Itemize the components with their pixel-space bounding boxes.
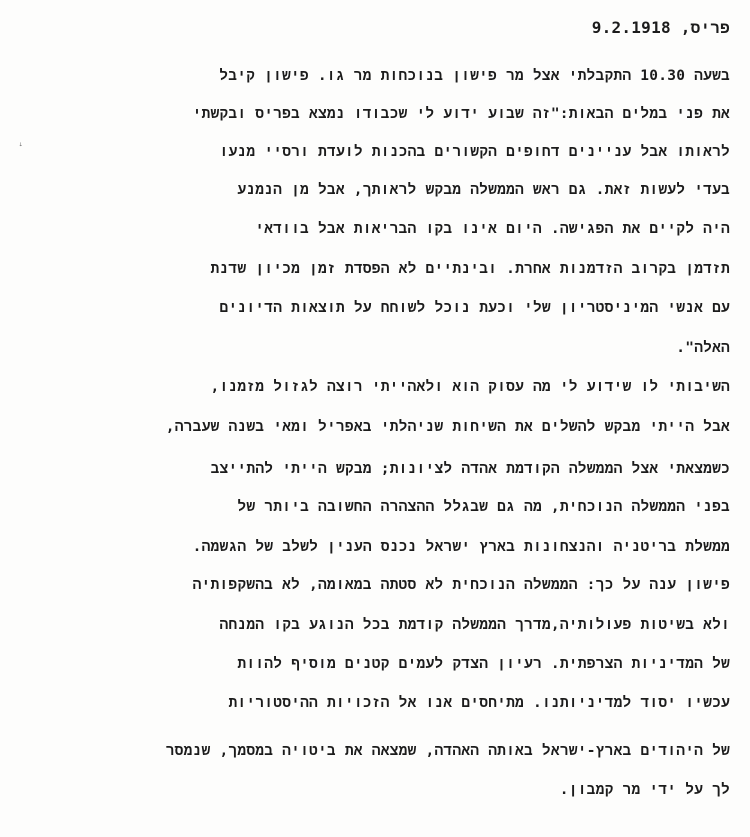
body-line-16: של המדיניות הצרפתית. רעיון הצדק לעמים קטנים מוסיף להוות xyxy=(237,656,730,672)
body-line-9: השיבותי לו שידוע לי מה עסוק הוא ולאהייתי רוצה לגזול מזמנו, xyxy=(210,379,730,395)
body-line-6: תזדמן בקרוב הזדמנות אחרת. ובינתיים לא הפסדת זמן מכיון שדנת xyxy=(210,261,730,277)
body-line-4: בעדי לעשות זאת. גם ראש הממשלה מבקש לראותך, אבל מן הנמנע xyxy=(237,182,730,198)
body-line-7: עם אנשי המיניסטריון שלי וכעת נוכל לשוחח על תוצאות הדיונים xyxy=(219,300,730,316)
body-line-19: לך על ידי מר קמבון. xyxy=(559,782,730,798)
body-line-13: ממשלת בריטניה והנצחונות בארץ ישראל נכנס הענין לשלב של הגשמה. xyxy=(192,539,730,555)
body-line-11: כשמצאתי אצל הממשלה הקודמת אהדה לציונות; מבקש הייתי להתייצב xyxy=(210,461,730,477)
body-line-14: פישון ענה על כך: הממשלה הנוכחית לא סטתה במאומה, לא בהשקפותיה xyxy=(192,577,730,593)
body-line-12: בפני הממשלה הנוכחית, מה גם שבגלל ההצהרה החשובה ביותר של xyxy=(237,499,730,515)
body-line-15: ולא בשיטות פעולותיה,מדרך הממשלה קודמת בכל הנוגע בקו המנחה xyxy=(219,617,730,633)
date-line: פריס, 9.2.1918 xyxy=(591,18,730,37)
body-line-8: האלה". xyxy=(676,340,730,356)
body-line-5: היה לקיים את הפגישה. היום אינו בקו הבריאות אבל בוודאי xyxy=(255,221,730,237)
body-line-3: לראותו אבל עניינים דחופים הקשורים בהכנות לועדת ורסיי מנעו xyxy=(219,144,730,160)
body-line-18: של היהודים בארץ-ישראל באותה האהדה, שמצאה את ביטויה במסמך, שנמסר xyxy=(165,743,730,759)
body-line-2: את פני במלים הבאות:"זה שבוע ידוע לי שכבודו נמצא בפריס ובקשתי xyxy=(192,106,730,122)
body-line-17: עכשיו יסוד למדיניותנו. מתיחסים אנו אל הזכויות ההיסטוריות xyxy=(228,695,730,711)
margin-mark: ꜜ xyxy=(18,142,24,152)
body-line-1: בשעה 10.30 התקבלתי אצל מר פישון בנוכחות מר גו. פישון קיבל xyxy=(219,68,730,84)
body-line-10: אבל הייתי מבקש להשלים את השיחות שניהלתי באפריל ומאי בשנה שעברה, xyxy=(165,419,730,435)
